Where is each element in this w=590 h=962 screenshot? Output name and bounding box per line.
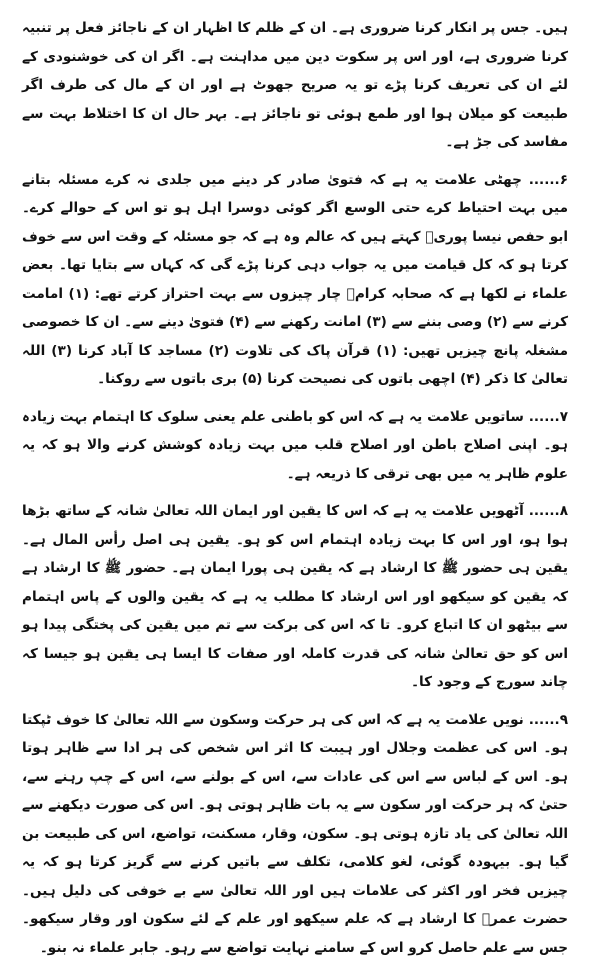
paragraph-sign-7: [22, 403, 568, 489]
paragraph-text: آٹھویں علامت یہ ہے کہ اس کا یقین اور ایمان اللہ تعالیٰ شانہ کے ساتھ بڑھا ہوا ہو، اور اس کا بہت زیادہ اہتمام اس کو ہو۔ یقین ہی اصل رأس المال ہے۔ یقین ہی حضور ﷺ کا ارشاد ہے کہ یقین ہی پورا ایمان ہے۔ حضور ﷺ کا ارشاد ہے کہ یقین کو سیکھو اور اس ارشاد کا مطلب یہ ہے کہ یقین والوں کے پاس اہتمام سے بیٹھو ان کا اتباع کرو۔ تا کہ اس کی برکت سے تم میں یقین کی پختگی پیدا ہو اس کو حق تعالیٰ شانہ کی قدرت کاملہ اور صفات کا ایسا ہی یقین ہو جیسا کہ چاند سورج کے وجود کا۔: [22, 503, 568, 690]
paragraph-text: ہیں۔ جس پر انکار کرنا ضروری ہے۔ ان کے ظلم کا اظہار ان کے ناجائز فعل پر تنبیہ کرنا ضروری ہے، اور اس پر سکوت دین میں مداہنت ہے۔ اگر ان کی خوشنودی کے لئے ان کی تعریف کرنا پڑے تو یہ صریح جھوٹ ہے اور ان کے مال کی طرف اگر طبیعت کو میلان ہوا اور طمع ہوئی تو ناجائز ہے۔ بہر حال ان کا اختلاط بہت سے مفاسد کی جڑ ہے۔: [22, 20, 568, 150]
paragraph-text: نویں علامت یہ ہے کہ اس کی ہر حرکت وسکون سے اللہ تعالیٰ کا خوف ٹپکتا ہو۔ اس کی عظمت وجلال اور ہیبت کا اثر اس شخص کی ہر ادا سے ظاہر ہوتا ہو۔ اس کے لباس سے اس کی عادات سے، اس کے بولنے سے، اس کے چپ رہنے سے، حتیٰ کہ ہر حرکت اور سکون سے یہ بات ظاہر ہوتی ہو۔ اس کی صورت دیکھنے سے اللہ تعالیٰ کی یاد تازہ ہوتی ہو۔ سکون، وقار، مسکنت، تواضع، اس کی طبیعت بن گیا ہو۔ بیہودہ گوئی، لغو کلامی، تکلف سے باتیں کرنے سے گریز کرتا ہو کہ یہ چیزیں فخر اور اکثر کی علامات ہیں اور اللہ تعالیٰ سے بے خوفی کی دلیل ہیں۔ حضرت عمرؓ کا ارشاد ہے کہ علم سیکھو اور علم کے لئے سکون اور وقار سیکھو۔ جس سے علم حاصل کرو اس کے سامنے نہایت تواضع سے رہو۔ جابر علماء نہ بنو۔: [22, 712, 568, 956]
paragraph-text: چھٹی علامت یہ ہے کہ فتویٰ صادر کر دینے میں جلدی نہ کرے مسئلہ بتانے میں بہت احتیاط کرے حتی الوسع اگر کوئی دوسرا اہل ہو تو اس کے حوالے کرے۔ ابو حفص نیسا پوریؒ کہتے ہیں کہ عالم وہ ہے کہ جو مسئلہ کے وقت اس سے خوف کرتا ہو کہ کل قیامت میں یہ جواب دہی کرنا پڑے گی کہ کہاں سے بتایا تھا۔ بعض علماء نے لکھا ہے کہ صحابہ کرامؓ چار چیزوں سے بہت احتراز کرتے تھے: (۱) امامت کرنے سے (۲) وصی بننے سے (۳) امانت رکھنے سے (۴) فتویٰ دینے سے۔ ان کا خصوصی مشغلہ پانچ چیزیں تھیں: (۱) قرآن پاک کی تلاوت (۲) مساجد کا آباد کرنا (۳) اللہ تعالیٰ کا ذکر (۴) اچھی باتوں کی نصیحت کرنا (۵) بری باتوں سے روکنا۔: [22, 172, 568, 388]
paragraph-number: ۸......: [529, 503, 568, 519]
paragraph-intro: [22, 14, 568, 157]
paragraph-number: ۹......: [529, 712, 568, 728]
paragraph-sign-6: [22, 166, 568, 394]
paragraph-sign-8: [22, 497, 568, 697]
paragraph-number: ۶......: [529, 172, 568, 188]
paragraph-sign-9: [22, 706, 568, 962]
paragraph-number: ۷......: [529, 409, 568, 425]
paragraph-text: ساتویں علامت یہ ہے کہ اس کو باطنی علم یعنی سلوک کا اہتمام بہت زیادہ ہو۔ اپنی اصلاح باطن اور اصلاح قلب میں بہت زیادہ کوشش کرنے والا ہو کہ یہ علوم ظاہر یہ میں بھی ترقی کا ذریعہ ہے۔: [22, 409, 568, 482]
